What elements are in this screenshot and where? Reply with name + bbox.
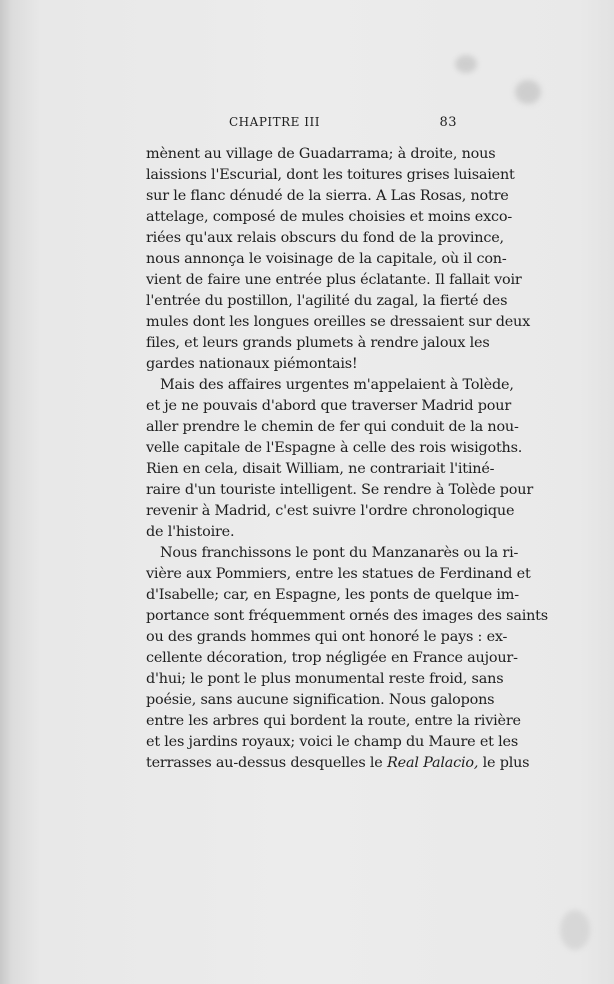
text-line: attelage, composé de mules choisies et moins exco- [146, 209, 513, 225]
text-line: entre les arbres qui bordent la route, entre la rivière [146, 713, 521, 729]
paragraph [146, 543, 548, 774]
chapter-title: CHAPITRE III [229, 115, 320, 129]
text-line [146, 753, 530, 774]
page-number: 83 [439, 115, 457, 130]
text-line: cellente décoration, trop négligée en France aujour- [146, 650, 518, 666]
body-text [146, 144, 548, 774]
text-line: aller prendre le chemin de fer qui conduit de la nou- [146, 419, 519, 435]
text-line: Mais des affaires urgentes m'appelaient à Tolède, [160, 377, 514, 393]
text-line: d'hui; le pont le plus monumental reste froid, sans [146, 671, 504, 687]
text-line: laissions l'Escurial, dont les toitures grises luisaient [146, 167, 515, 183]
text-line: et je ne pouvais d'abord que traverser Madrid pour [146, 398, 511, 414]
text-line: nous annonça le voisinage de la capitale, où il con- [146, 251, 507, 267]
text-fragment: terrasses au-dessus desquelles le [146, 755, 388, 771]
text-line: portance sont fréquemment ornés des images des saints [146, 608, 548, 624]
text-line: vière aux Pommiers, entre les statues de Ferdinand et [146, 566, 531, 582]
paragraph [146, 375, 534, 543]
text-line: files, et leurs grands plumets à rendre jaloux les [146, 335, 490, 351]
text-line: et les jardins royaux; voici le champ du Maure et les [146, 734, 519, 750]
text-line: revenir à Madrid, c'est suivre l'ordre chronologique [146, 503, 515, 519]
text-line: poésie, sans aucune signification. Nous galopons [146, 692, 495, 708]
text-line: sur le flanc dénudé de la sierra. A Las Rosas, notre [146, 188, 509, 204]
running-header [146, 115, 457, 135]
italic-term: Real Palacio, [387, 755, 479, 771]
text-line: ou des grands hommes qui ont honoré le pays : ex- [146, 629, 508, 645]
text-line: mules dont les longues oreilles se dressaient sur deux [146, 314, 531, 330]
text-line: velle capitale de l'Espagne à celle des rois wisigoths. [146, 440, 523, 456]
text-line: vient de faire une entrée plus éclatante. Il fallait voir [146, 272, 522, 288]
text-line: Nous franchissons le pont du Manzanarès ou la ri- [160, 545, 519, 561]
text-line: gardes nationaux piémontais! [146, 356, 358, 372]
text-line: d'Isabelle; car, en Espagne, les ponts de quelque im- [146, 587, 519, 603]
text-line: de l'histoire. [146, 524, 235, 540]
text-line: Rien en cela, disait William, ne contrariait l'itiné- [146, 461, 495, 477]
paragraph [146, 144, 531, 375]
text-line: riées qu'aux relais obscurs du fond de la province, [146, 230, 504, 246]
text-fragment: le plus [478, 755, 530, 771]
text-line: raire d'un touriste intelligent. Se rendre à Tolède pour [146, 482, 534, 498]
text-line: mènent au village de Guadarrama; à droite, nous [146, 146, 496, 162]
text-line: l'entrée du postillon, l'agilité du zagal, la fierté des [146, 293, 508, 309]
